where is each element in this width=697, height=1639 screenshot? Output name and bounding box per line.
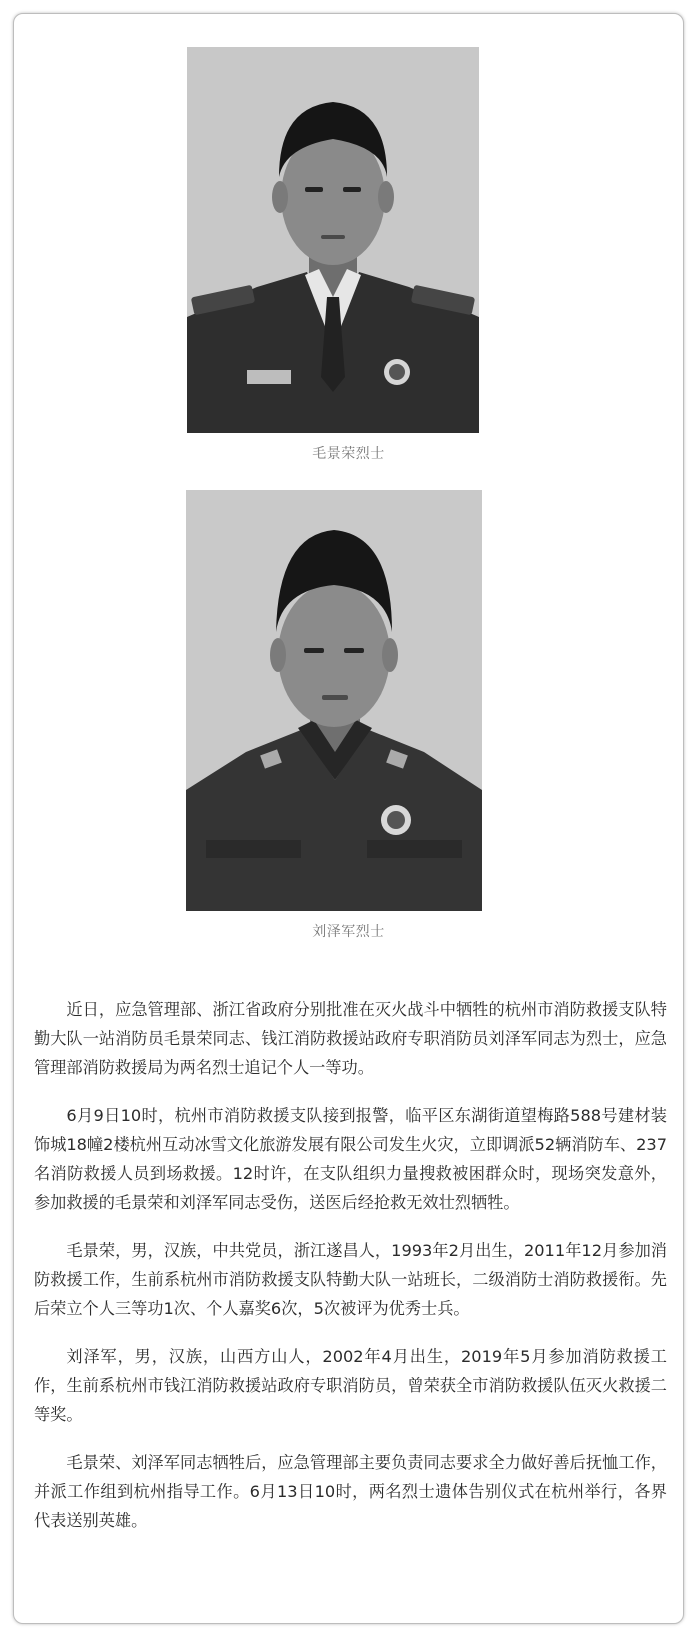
photo-caption-2: 刘泽军烈士: [312, 924, 385, 940]
portrait-illustration-1: [187, 47, 479, 433]
portrait-photo-liu-zejun: [186, 490, 482, 911]
article-paragraph-2: 6月9日10时，杭州市消防救援支队接到报警，临平区东湖街道望梅路588号建材装饰城18幢2楼杭州互动冰雪文化旅游发展有限公司发生火灾，立即调派52辆消防车、237名消防救援人员到场救援。12时许，在支队组织力量搜救被困群众时，现场突发意外，参加救援的毛景荣和刘泽军同志受伤，送医后经抢救无效壮烈牺牲。: [34, 1106, 667, 1212]
article-paragraph-1: 近日，应急管理部、浙江省政府分别批准在灭火战斗中牺牲的杭州市消防救援支队特勤大队一站消防员毛景荣同志、钱江消防救援站政府专职消防员刘泽军同志为烈士，应急管理部消防救援局为两名烈士追记个人一等功。: [34, 1000, 667, 1077]
portrait-illustration-2: [186, 490, 482, 911]
article-paragraph-3: 毛景荣，男，汉族，中共党员，浙江遂昌人，1993年2月出生，2011年12月参加消防救援工作，生前系杭州市消防救援支队特勤大队一站班长，二级消防士消防救援衔。先后荣立个人三等功1次、个人嘉奖6次，5次被评为优秀士兵。: [34, 1241, 667, 1318]
article-paragraph-4: 刘泽军，男，汉族，山西方山人，2002年4月出生，2019年5月参加消防救援工作，生前系杭州市钱江消防救援站政府专职消防员，曾荣获全市消防救援队伍灭火救援二等奖。: [34, 1347, 667, 1424]
article-paragraph-5: 毛景荣、刘泽军同志牺牲后，应急管理部主要负责同志要求全力做好善后抚恤工作，并派工作组到杭州指导工作。6月13日10时，两名烈士遗体告别仪式在杭州举行，各界代表送别英雄。: [34, 1453, 667, 1530]
photo-caption-1: 毛景荣烈士: [312, 446, 385, 462]
article-body: [34, 995, 667, 1554]
portrait-photo-mao-jingrong: [187, 47, 479, 433]
